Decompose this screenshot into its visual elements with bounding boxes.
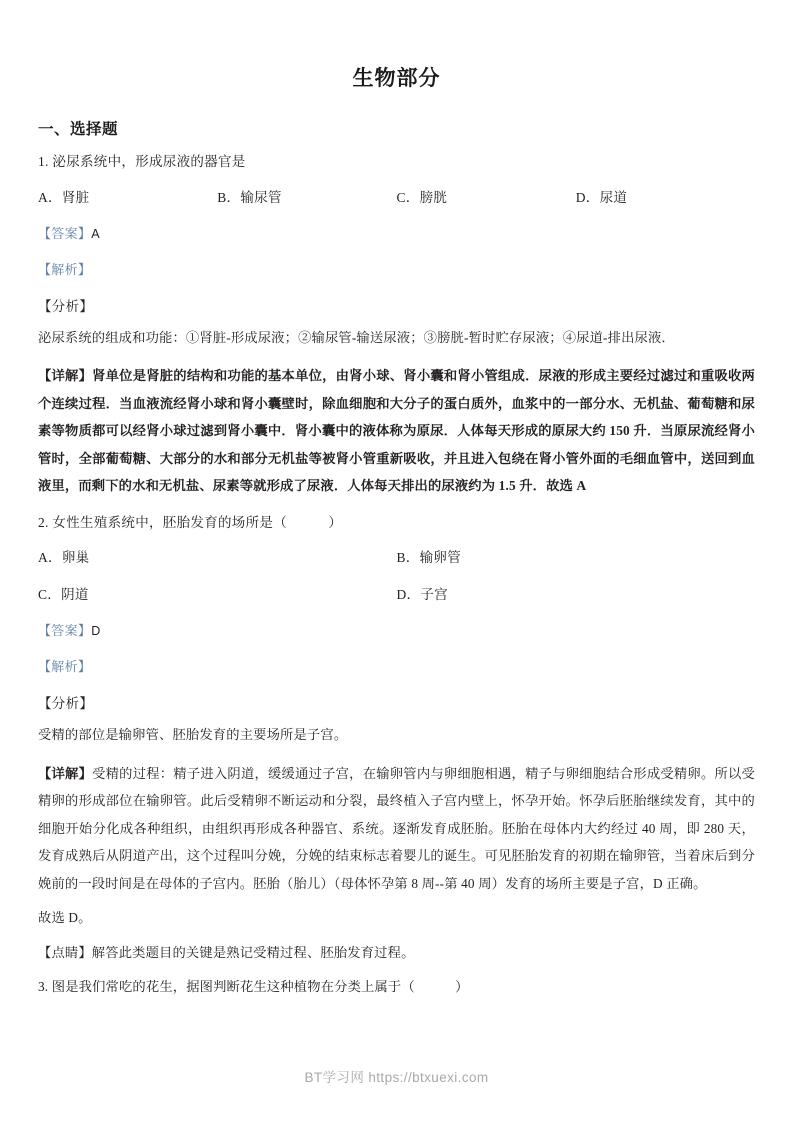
question-3-stem: 3. 图是我们常吃的花生，据图判断花生这种植物在分类上属于（ ） <box>38 979 469 994</box>
question-1-answer-line <box>38 206 755 242</box>
question-1-analysis-line <box>38 242 755 278</box>
question-2-analysis-line <box>38 639 755 675</box>
question-2-xiangjie <box>38 749 755 898</box>
question-2-dianjing-text: 解答此类题目的关键是熟记受精过程、胚胎发育过程。 <box>91 944 415 960</box>
option-d[interactable]: D．子宫 <box>396 587 448 602</box>
watermark: BT学习网 https://btxuexi.com <box>304 1070 489 1085</box>
question-2-answer-line <box>38 603 755 639</box>
option-a[interactable]: A．卵巢 <box>38 550 90 565</box>
question-2-dianjing <box>38 932 755 967</box>
xiangjie-label: 【详解】 <box>38 368 93 383</box>
option-b[interactable]: B．输卵管 <box>396 550 462 565</box>
answer-label: 【答案】 <box>38 623 92 638</box>
analysis-label: 【解析】 <box>38 659 92 674</box>
question-2-options-row-2 <box>38 566 755 603</box>
option-d[interactable]: D．尿道 <box>575 189 628 205</box>
option-b[interactable]: B．输尿管 <box>217 189 282 205</box>
page-title: 生物部分 <box>352 67 441 90</box>
question-1-xiangjie <box>38 351 755 500</box>
answer-value: D <box>91 624 101 638</box>
question-2-options-row-1 <box>38 529 755 566</box>
question-1-fenxi-label: 【分析】 <box>38 298 94 314</box>
option-c[interactable]: C．膀胱 <box>396 189 448 205</box>
answer-value: A <box>91 226 100 241</box>
question-2-xiangjie-text: 受精的过程：精子进入阴道，缓缓通过子宫，在输卵管内与卵细胞相遇，精子与卵细胞结合形成受精卵。所以受精卵的形成部位在输卵管。此后受精卵不断运动和分裂，最终植入子宫内壁上，怀孕开始。怀孕后胚胎继续发育，其中的细胞开始分化成各种组织，由组织再形成各种器官、系统。逐渐发育成胚胎。胚胎在母体内大约经过 40 周，即 280 天，发育成熟后从阴道产出，这个过程叫分娩，分娩的结束标志着婴儿的诞生。可见胚胎发育的初期在输卵管，当着床后到分娩前的一段时间是在母体的子宫内。胚胎（胎儿）（母体怀孕第 8 周--第 40 周）发育的场所主要是子宫，D 正确。 <box>38 765 755 891</box>
analysis-label: 【解析】 <box>38 261 92 277</box>
question-2-conclusion: 故选 D。 <box>38 910 92 925</box>
option-a[interactable]: A．肾脏 <box>38 189 90 205</box>
answer-label: 【答案】 <box>38 225 92 241</box>
question-1-xiangjie-text: 肾单位是肾脏的结构和功能的基本单位，由肾小球、肾小囊和肾小管组成．尿液的形成主要经过滤过和重吸收两个连续过程．当血液流经肾小球和肾小囊壁时，除血细胞和大分子的蛋白质外，血浆中的一部分水、无机盐、葡萄糖和尿素等物质都可以经肾小球过滤到肾小囊中．肾小囊中的液体称为原尿．人体每天形成的原尿大约 150 升．当原尿流经肾小管时，全部葡萄糖、大部分的水和部分无机盐等被肾小管重新吸收，并且进入包绕在肾小管外面的毛细血管中，送回到血液里，而剩下的水和无机盐、尿素等就形成了尿液．人体每天排出的尿液约为 1.5 升．故选 A <box>38 368 755 493</box>
option-c[interactable]: C．阴道 <box>38 587 89 602</box>
question-1-stem: 1. 泌尿系统中，形成尿液的器官是 <box>38 154 246 169</box>
section-heading: 一、选择题 <box>38 121 119 138</box>
question-3-figure-area <box>38 1001 755 1011</box>
question-2-fenxi-label: 【分析】 <box>38 696 94 711</box>
question-2-fenxi-text: 受精的部位是输卵管、胚胎发育的主要场所是子宫。 <box>38 727 348 742</box>
dianjing-label: 【点睛】 <box>38 944 92 960</box>
question-2-stem: 2. 女性生殖系统中，胚胎发育的场所是（ ） <box>38 514 343 530</box>
xiangjie-label: 【详解】 <box>38 765 93 781</box>
question-1-options <box>38 169 755 206</box>
question-1-fenxi-text: 泌尿系统的组成和功能：①肾脏-形成尿液；②输尿管-输送尿液；③膀胱-暂时贮存尿液；④尿道-排出尿液． <box>38 329 675 345</box>
